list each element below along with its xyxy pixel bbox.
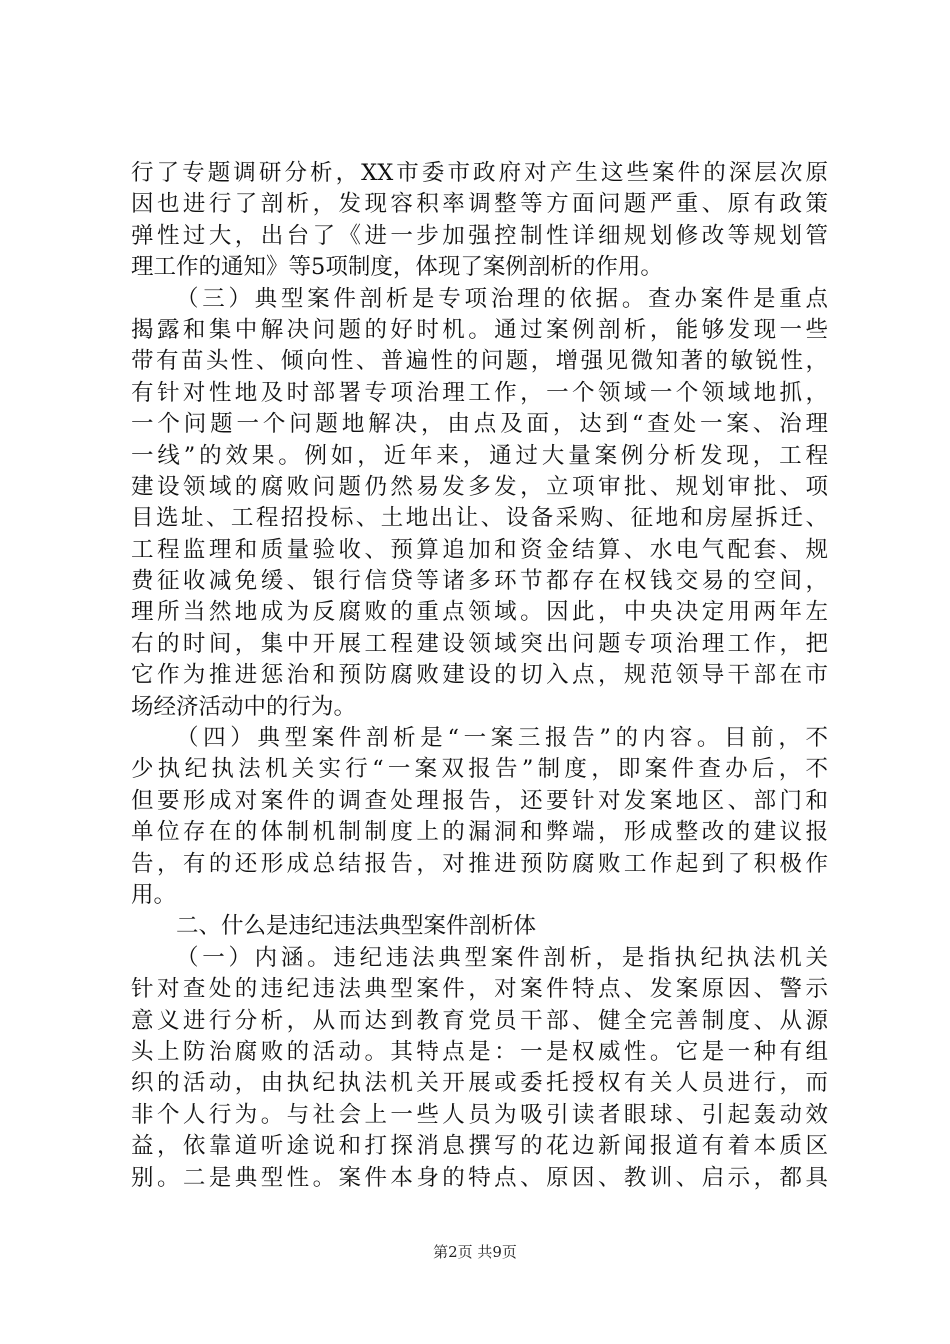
text-line: 单位存在的体制机制制度上的漏洞和弊端，形成整改的建议报 [131,819,828,846]
text-line: 一个问题一个问题地解决，由点及面，达到“查处一案、治理 [131,411,828,438]
text-line: 二、什么是违纪违法典型案件剖析体 [176,913,537,940]
text-line: 意义进行分析，从而达到教育党员干部、健全完善制度、从源 [131,1007,828,1034]
text-line: 因也进行了剖析，发现容积率调整等方面问题严重、原有政策 [131,191,828,218]
text-line: （一）内涵。违纪违法典型案件剖析，是指执纪执法机关 [176,944,828,971]
text-line: 头上防治腐败的活动。其特点是：一是权威性。它是一种有组 [131,1038,828,1065]
page-footer: 第2页 共9页 [433,1243,517,1261]
text-line: 带有苗头性、倾向性、普遍性的问题，增强见微知著的敏锐性， [131,348,828,375]
text-line: 弹性过大，出台了《进一步加强控制性详细规划修改等规划管 [131,222,828,249]
text-line: 少执纪执法机关实行“一案双报告”制度，即案件查办后，不 [131,756,828,783]
text-line: 益，依靠道听途说和打探消息撰写的花边新闻报道有着本质区 [131,1133,828,1160]
text-line: 理工作的通知》等5项制度，体现了案例剖析的作用。 [131,254,663,281]
text-line: 它作为推进惩治和预防腐败建设的切入点，规范领导干部在市 [131,662,828,689]
text-line: 揭露和集中解决问题的好时机。通过案例剖析，能够发现一些 [131,316,828,343]
text-line: 告，有的还形成总结报告，对推进预防腐败工作起到了积极作 [131,850,828,877]
text-line: 场经济活动中的行为。 [131,693,357,720]
text-line: 别。二是典型性。案件本身的特点、原因、教训、启示，都具 [131,1164,828,1191]
text-line: 建设领域的腐败问题仍然易发多发，立项审批、规划审批、项 [131,473,828,500]
text-line: 有针对性地及时部署专项治理工作，一个领域一个领域地抓， [131,379,828,406]
text-line: 工程监理和质量验收、预算追加和资金结算、水电气配套、规 [131,536,828,563]
text-line: 针对查处的违纪违法典型案件，对案件特点、发案原因、警示 [131,976,828,1003]
text-line: 用。 [131,881,177,908]
document-body [131,158,828,1194]
text-line: 费征收减免缓、银行信贷等诸多环节都存在权钱交易的空间， [131,568,828,595]
text-line: 非个人行为。与社会上一些人员为吸引读者眼球、引起轰动效 [131,1101,828,1128]
text-line: （三）典型案件剖析是专项治理的依据。查办案件是重点 [176,285,828,312]
text-line: 行了专题调研分析，XX市委市政府对产生这些案件的深层次原 [131,160,828,186]
text-line: 理所当然地成为反腐败的重点领域。因此，中央决定用两年左 [131,599,828,626]
text-line: 一线”的效果。例如，近年来，通过大量案例分析发现，工程 [131,442,828,469]
text-line: 目选址、工程招投标、土地出让、设备采购、征地和房屋拆迁、 [131,505,828,532]
text-line: 织的活动，由执纪执法机关开展或委托授权有关人员进行，而 [131,1070,828,1097]
text-line: 但要形成对案件的调查处理报告，还要针对发案地区、部门和 [131,787,828,814]
text-line: 右的时间，集中开展工程建设领域突出问题专项治理工作，把 [131,630,828,657]
text-line: （四）典型案件剖析是“一案三报告”的内容。目前，不 [176,725,828,752]
